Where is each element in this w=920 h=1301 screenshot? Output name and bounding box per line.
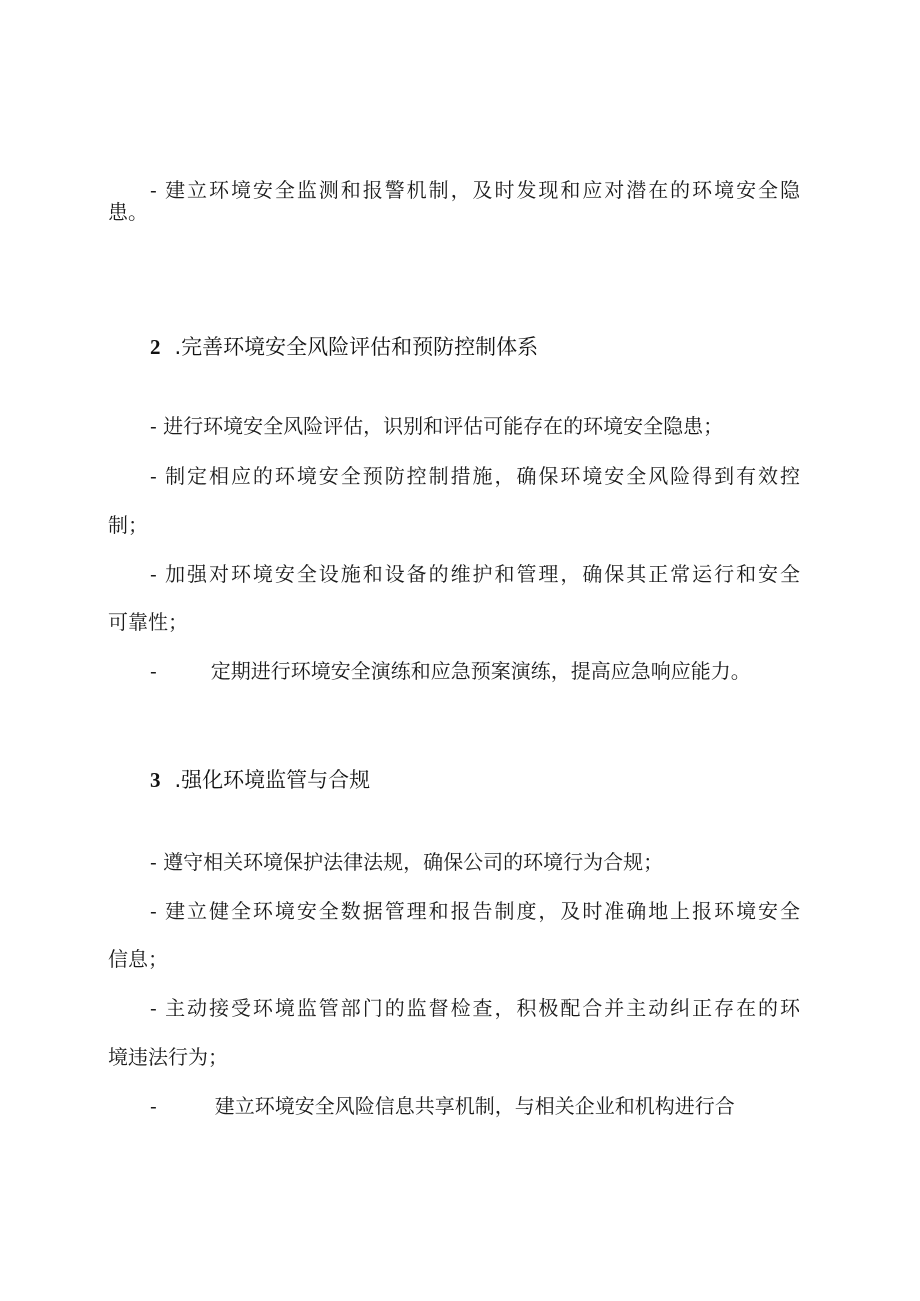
list-item-continuation: 可靠性； [108, 610, 188, 634]
section-heading [150, 766, 370, 794]
list-item [150, 657, 842, 685]
list-item-continuation: 信息； [108, 947, 168, 971]
list-dash: - [150, 1094, 157, 1118]
list-item-text: 建立环境安全风险信息共享机制，与相关企业和机构进行合 [214, 1094, 735, 1118]
section-title: .强化环境监管与合规 [174, 768, 371, 792]
list-item: - 建立健全环境安全数据管理和报告制度，及时准确地上报环境安全 [150, 899, 800, 923]
list-item-continuation: 制； [108, 513, 148, 537]
list-item: - 制定相应的环境安全预防控制措施，确保环境安全风险得到有效控 [150, 464, 800, 488]
list-item: - 遵守相关环境保护法律法规，确保公司的环境行为合规； [150, 850, 664, 874]
section-title: .完善环境安全风险评估和预防控制体系 [174, 335, 539, 359]
paragraph-line: 患。 [108, 200, 148, 224]
list-item: - 主动接受环境监管部门的监督检查，积极配合并主动纠正存在的环 [150, 996, 800, 1020]
list-item-continuation: 境违法行为； [108, 1045, 228, 1069]
list-item: - 进行环境安全风险评估，识别和评估可能存在的环境安全隐患； [150, 414, 724, 438]
list-item: - 加强对环境安全设施和设备的维护和管理，确保其正常运行和安全 [150, 562, 800, 586]
section-heading [150, 333, 538, 361]
section-number: 3 [150, 768, 161, 792]
list-dash: - [150, 659, 157, 683]
paragraph-line: - 建立环境安全监测和报警机制，及时发现和应对潜在的环境安全隐 [150, 178, 800, 202]
section-number: 2 [150, 335, 161, 359]
list-item [150, 1092, 842, 1120]
list-item-text: 定期进行环境安全演练和应急预案演练，提高应急响应能力。 [210, 659, 751, 683]
